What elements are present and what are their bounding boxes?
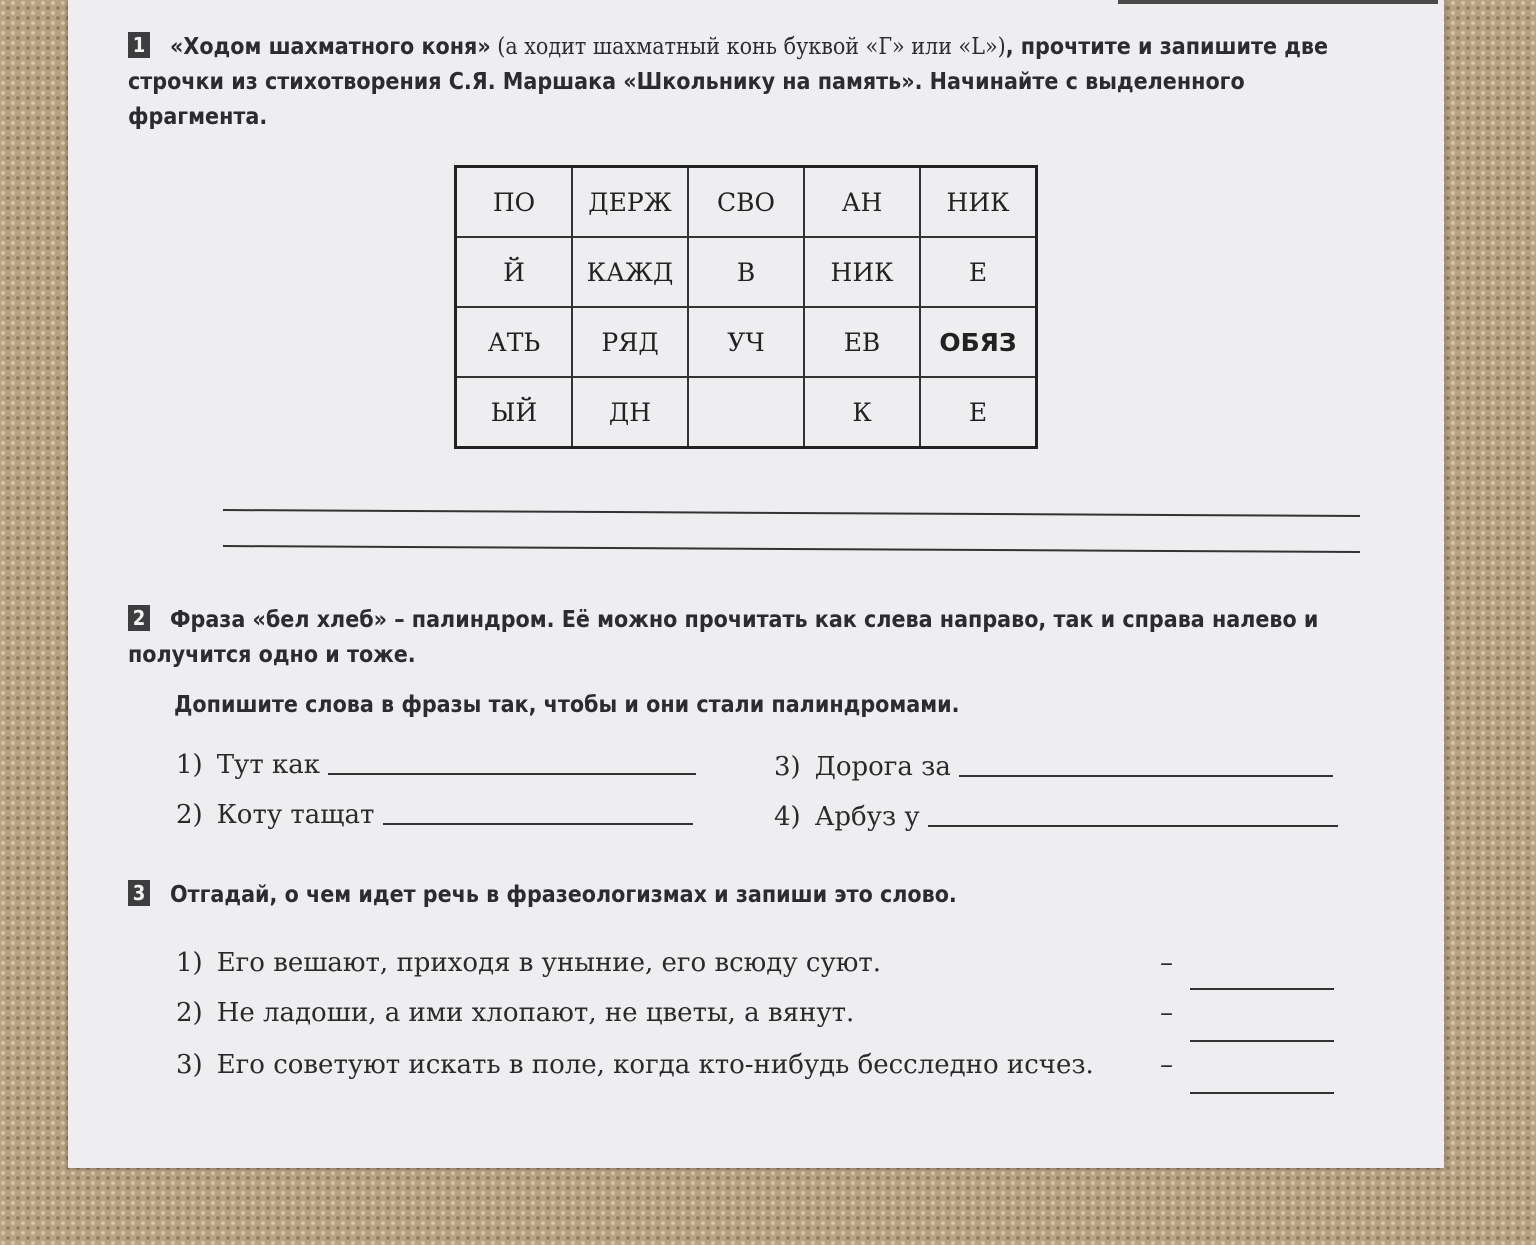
answer-blank-4[interactable] xyxy=(928,825,1338,827)
grid-row xyxy=(456,377,1037,448)
grid-cell: ДЕРЖ xyxy=(572,167,688,238)
task-2-number: 2 xyxy=(128,605,150,631)
item-text: Не ладоши, а ими хлопают, не цветы, а вянут. xyxy=(216,998,855,1028)
task-1-title: «Ходом шахматного коня» xyxy=(170,34,491,60)
grid-cell: К xyxy=(804,377,920,448)
idiom-item-3 xyxy=(176,1050,1094,1080)
task-3-number: 3 xyxy=(128,880,150,906)
grid-cell: ПО xyxy=(456,167,573,238)
item-text: Его советуют искать в поле, когда кто-нибудь бесследно исчез. xyxy=(216,1050,1094,1080)
dash: – xyxy=(1160,948,1173,978)
task-3-instruction: Отгадай, о чем идет речь в фразеологизмах и запиши это слово. xyxy=(170,882,957,908)
task-3-text xyxy=(128,878,1368,913)
grid-cell: КАЖД xyxy=(572,237,688,307)
item-text: Дорога за xyxy=(814,752,951,782)
grid-cell: Е xyxy=(920,377,1037,448)
grid-cell: ОБЯЗ xyxy=(920,307,1037,377)
item-number: 3) xyxy=(774,752,801,782)
idiom-answer-line-3[interactable] xyxy=(1190,1092,1334,1094)
grid-row xyxy=(456,167,1037,238)
palindrome-item-4 xyxy=(774,802,1338,832)
grid-cell: УЧ xyxy=(688,307,804,377)
item-text: Его вешают, приходя в уныние, его всюду суют. xyxy=(216,948,882,978)
idiom-answer-line-1[interactable] xyxy=(1190,988,1334,990)
worksheet-page xyxy=(68,0,1444,1168)
item-number: 4) xyxy=(774,802,801,832)
item-number: 2) xyxy=(176,800,203,830)
task-1-note: (а ходит шахматный конь буквой «Г» или «L») xyxy=(490,34,1006,60)
item-number: 1) xyxy=(176,948,203,978)
answer-blank-2[interactable] xyxy=(383,823,693,825)
grid-cell: НИК xyxy=(920,167,1037,238)
grid-cell: В xyxy=(688,237,804,307)
top-band xyxy=(1118,0,1438,4)
dash: – xyxy=(1160,1050,1173,1080)
task-1-instruction: , прочтите и запишите две строчки из стихотворения С.Я. Маршака «Школьнику на память». Начинайте с выделенного фрагмента. xyxy=(128,34,1329,130)
grid-cell: ЫЙ xyxy=(456,377,573,448)
idiom-item-1 xyxy=(176,948,881,978)
grid-cell: СВО xyxy=(688,167,804,238)
task-2-paragraph-1: Фраза «бел хлеб» – палиндром. Её можно прочитать как слева направо, так и справа налево и получится одно и тоже. xyxy=(128,607,1319,668)
grid-cell: ЕВ xyxy=(804,307,920,377)
answer-line-2[interactable] xyxy=(223,545,1360,553)
answer-blank-3[interactable] xyxy=(959,775,1333,777)
grid-cell: РЯД xyxy=(572,307,688,377)
palindrome-item-3 xyxy=(774,752,1333,782)
idiom-answer-line-2[interactable] xyxy=(1190,1040,1334,1042)
task-2-text xyxy=(128,603,1368,673)
grid-cell: АН xyxy=(804,167,920,238)
grid-cell: ДН xyxy=(572,377,688,448)
grid-cell: НИК xyxy=(804,237,920,307)
palindrome-item-2 xyxy=(176,800,693,830)
grid-cell: Е xyxy=(920,237,1037,307)
dash: – xyxy=(1160,998,1173,1028)
item-text: Коту тащат xyxy=(216,800,375,830)
grid-cell: Й xyxy=(456,237,573,307)
task-2-paragraph-2: Допишите слова в фразы так, чтобы и они стали палиндромами. xyxy=(174,692,960,718)
task-1-number: 1 xyxy=(128,32,150,58)
answer-blank-1[interactable] xyxy=(328,773,696,775)
grid-cell: АТЬ xyxy=(456,307,573,377)
item-number: 1) xyxy=(176,750,203,780)
item-text: Тут как xyxy=(216,750,320,780)
answer-line-1[interactable] xyxy=(223,509,1360,517)
idiom-item-2 xyxy=(176,998,854,1028)
item-number: 3) xyxy=(176,1050,203,1080)
item-text: Арбуз у xyxy=(814,802,920,832)
item-number: 2) xyxy=(176,998,203,1028)
palindrome-item-1 xyxy=(176,750,696,780)
grid-row xyxy=(456,307,1037,377)
grid-row xyxy=(456,237,1037,307)
grid-cell xyxy=(688,377,804,448)
task-1-text xyxy=(128,30,1368,135)
knight-grid xyxy=(454,165,1038,449)
